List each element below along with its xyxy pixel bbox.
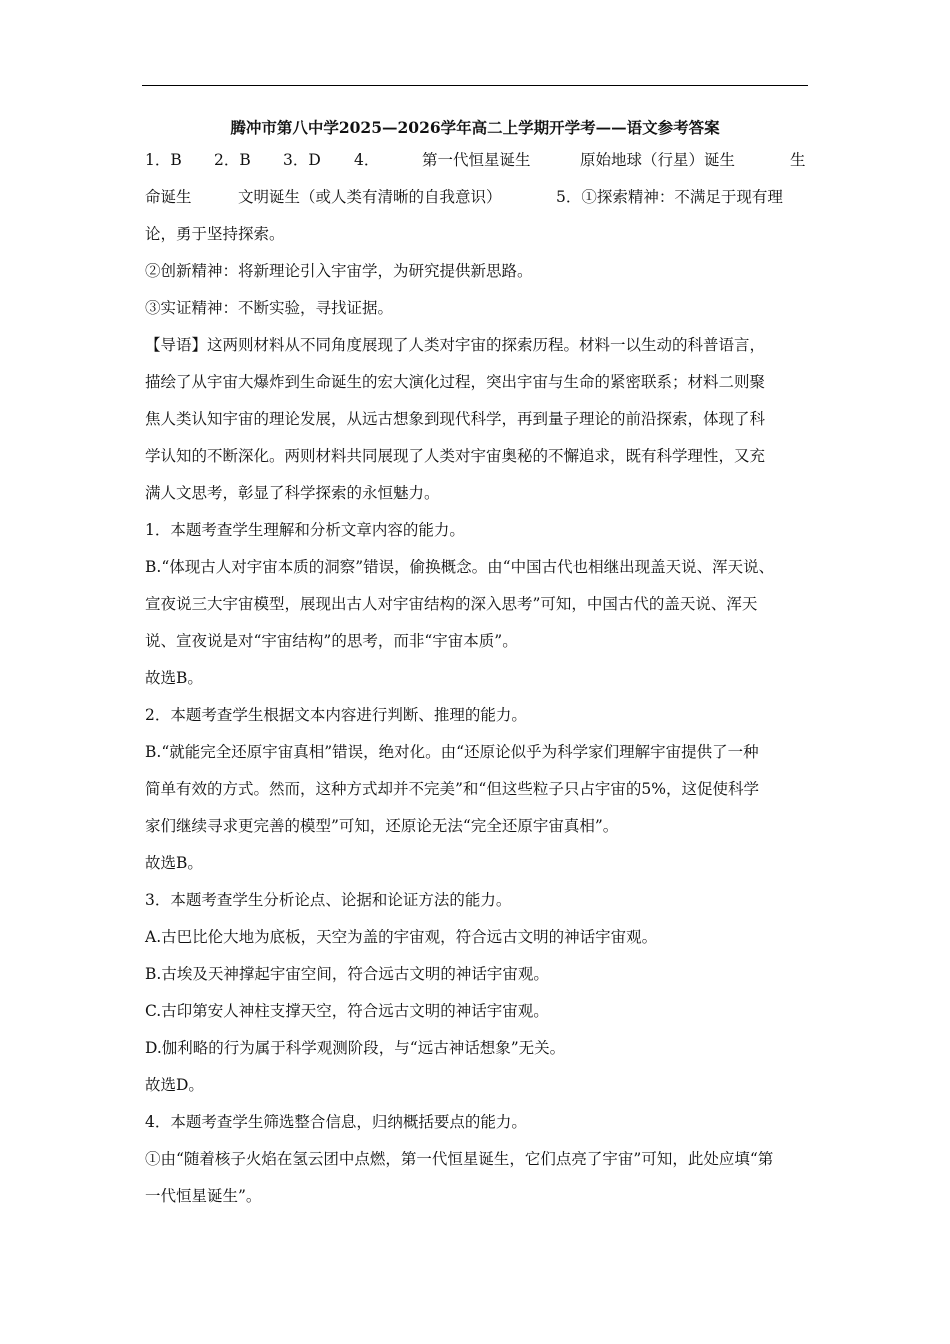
text-line: 宣夜说三大宇宙模型，展现出古人对宇宙结构的深入思考”可知，中国古代的盖天说、浑天: [145, 595, 758, 613]
answer-5: 5．①探索精神：不满足于现有理: [556, 188, 783, 206]
answer-4-blank-3-end: 命诞生: [145, 188, 192, 206]
text-line: ②创新精神：将新理论引入宇宙学，为研究提供新思路。: [145, 262, 533, 280]
answer-4: 4．: [354, 151, 380, 169]
text-line: ③实证精神：不断实验，寻找证据。: [145, 299, 394, 317]
text-line: 2．本题考查学生根据文本内容进行判断、推理的能力。: [145, 706, 527, 724]
page-title: 腾冲市第八中学2025—2026学年高二上学期开学考——语文参考答案: [230, 118, 720, 137]
answer-4-blank-1: 第一代恒星诞生: [422, 151, 531, 169]
header-rule: [142, 85, 808, 86]
text-line: 满人文思考，彰显了科学探索的永恒魅力。: [145, 484, 440, 502]
text-line: 家们继续寻求更完善的模型”可知，还原论无法“完全还原宇宙真相”。: [145, 817, 619, 835]
answer-2: 2．B: [214, 151, 251, 169]
text-line: 4．本题考查学生筛选整合信息，归纳概括要点的能力。: [145, 1113, 527, 1131]
answer-4-blank-4: 文明诞生（或人类有清晰的自我意识）: [238, 188, 502, 206]
text-line: B.“就能完全还原宇宙真相”错误，绝对化。由“还原论似乎为科学家们理解宇宙提供了一种: [145, 743, 759, 761]
text-line: 学认知的不断深化。两则材料共同展现了人类对宇宙奥秘的不懈追求，既有科学理性，又充: [145, 447, 766, 465]
text-line: 故选B。: [145, 854, 203, 872]
text-line: 【导语】这两则材料从不同角度展现了人类对宇宙的探索历程。材料一以生动的科普语言，: [145, 336, 766, 354]
text-line: 一代恒星诞生”。: [145, 1187, 262, 1205]
answer-5-continued: 论，勇于坚持探索。: [145, 225, 285, 243]
text-line: D.伽利略的行为属于科学观测阶段，与“远古神话想象”无关。: [145, 1039, 566, 1057]
answer-3: 3．D: [283, 151, 321, 169]
text-line: B.古埃及天神撑起宇宙空间，符合远古文明的神话宇宙观。: [145, 965, 549, 983]
text-line: ①由“随着核子火焰在氢云团中点燃，第一代恒星诞生，它们点亮了宇宙”可知，此处应填“第: [145, 1150, 774, 1168]
text-line: 说、宣夜说是对“宇宙结构”的思考，而非“宇宙本质”。: [145, 632, 518, 650]
text-line: 焦人类认知宇宙的理论发展，从远古想象到现代科学，再到量子理论的前沿探索，体现了科: [145, 410, 766, 428]
answer-1: 1．B: [145, 151, 182, 169]
text-line: B.“体现古人对宇宙本质的洞察”错误，偷换概念。由“中国古代也相继出现盖天说、浑天说、: [145, 558, 775, 576]
answer-4-blank-3-start: 生: [790, 151, 806, 169]
text-line: 故选D。: [145, 1076, 204, 1094]
answer-4-blank-2: 原始地球（行星）诞生: [580, 151, 736, 169]
text-line: 3．本题考查学生分析论点、论据和论证方法的能力。: [145, 891, 512, 909]
text-line: 简单有效的方式。然而，这种方式却并不完美”和“但这些粒子只占宇宙的5%，这促使科学: [145, 780, 759, 798]
text-line: 1．本题考查学生理解和分析文章内容的能力。: [145, 521, 465, 539]
text-line: 故选B。: [145, 669, 203, 687]
text-line: C.古印第安人神柱支撑天空，符合远古文明的神话宇宙观。: [145, 1002, 549, 1020]
text-line: A.古巴比伦大地为底板，天空为盖的宇宙观，符合远古文明的神话宇宙观。: [145, 928, 658, 946]
text-line: 描绘了从宇宙大爆炸到生命诞生的宏大演化过程，突出宇宙与生命的紧密联系；材料二则聚: [145, 373, 766, 391]
